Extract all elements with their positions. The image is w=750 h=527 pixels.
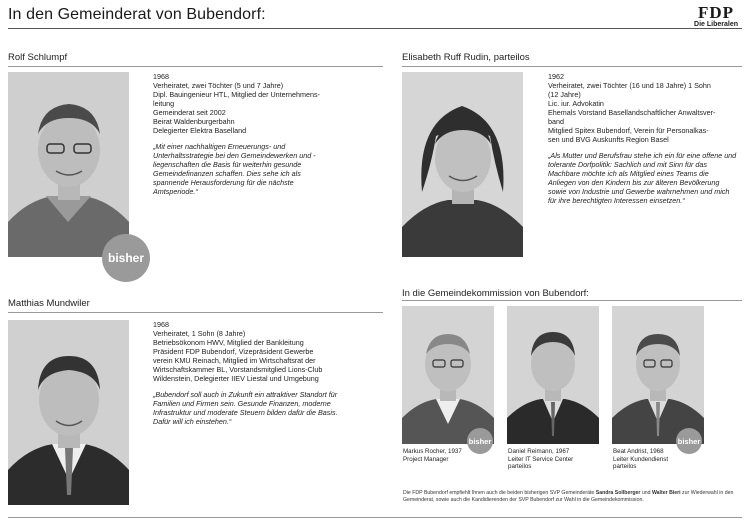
footnote-text: zur Wiederwahl in den Gemeinderat, sowie auch die Kandidierenden der SVP Bubendorf zur Wahl in die Gemeindekommission. xyxy=(403,490,734,503)
incumbent-badge: bisher xyxy=(102,234,150,282)
candidate-info-rolf-schlumpf xyxy=(153,72,333,196)
portrait-photo-elisabeth-ruff-rudin xyxy=(402,72,523,257)
candidate-name-matthias-mundwiler: Matthias Mundwiler xyxy=(8,298,90,309)
caption-line: Markus Rocher, 1937 xyxy=(403,448,462,455)
footnote-text: Die FDP Bubendorf empfiehlt Ihnen auch die beiden bisherigen SVP Gemeinderäte xyxy=(403,490,596,496)
section-divider xyxy=(402,66,742,67)
header-divider xyxy=(8,28,742,29)
info-line: Präsident FDP Bubendorf, Vizepräsident Gewerbe xyxy=(153,347,314,356)
candidate-name-elisabeth-ruff-rudin: Elisabeth Ruff Rudin, parteilos xyxy=(402,52,530,63)
page-title: In den Gemeinderat von Bubendorf: xyxy=(8,6,266,23)
caption-line: Beat Andrist, 1968 xyxy=(613,448,664,455)
info-line: Mitglied Spitex Bubendorf, Verein für Personalkas- xyxy=(548,126,709,135)
footnote-name-sandra-sollberger: Sandra Sollberger xyxy=(595,490,641,496)
candidate-quote: „Als Mutter und Berufsfrau stehe ich ein für eine offene und tolerante Dorfpolitik: Sachlich und mit Sinn für das Machbare möchte ich als Mitglied eines Teams die Anliegen von den Kindern bis zur älteren Bevölkerung sowie von Industrie und Gewerbe wahrnehmen und mich für ihre berechtigten Interessen einsetzen.“ xyxy=(548,151,737,205)
commission-title: In die Gemeindekommission von Bubendorf: xyxy=(402,288,589,299)
candidate-info-matthias-mundwiler xyxy=(153,320,343,426)
info-line: sen und BVG Auskunfts Region Basel xyxy=(548,135,669,144)
section-divider xyxy=(8,66,383,67)
bottom-divider xyxy=(8,517,742,518)
info-line: Betriebsökonom HWV, Mitglied der Bankleitung xyxy=(153,338,304,347)
portrait-photo-rolf-schlumpf xyxy=(8,72,129,257)
info-line: band xyxy=(548,117,564,126)
info-line: 1962 xyxy=(548,72,564,81)
logo-name: FDP xyxy=(697,3,735,22)
info-line: Wildenstein, Delegierter IIEV Liestal und Umgebung xyxy=(153,374,319,383)
info-line: Delegierter Elektra Baselland xyxy=(153,126,247,135)
info-line: verein KMU Reinach, Mitglied im Wirtschaftsrat der xyxy=(153,356,316,365)
info-line: 1968 xyxy=(153,72,169,81)
footnote-name-walter-bieri: Walter Bieri xyxy=(651,490,681,496)
info-line: Lic. iur. Advokatin xyxy=(548,99,604,108)
portrait-photo-beat-andrist xyxy=(612,306,704,444)
logo-tagline: Die Liberalen xyxy=(694,21,738,28)
portrait-photo-daniel-reimann xyxy=(507,306,599,444)
candidate-quote: „Mit einer nachhaltigen Erneuerungs- und Unterhaltsstrategie bei den Gemeindewerken und -liegenschaften die Basis für weiterhin gesunde Gemeindefinanzen schaffen. Dies sehe ich als spannende Herausforderung für die nächste Amtsperiode.“ xyxy=(153,142,316,196)
info-line: Verheiratet, 1 Sohn (8 Jahre) xyxy=(153,329,246,338)
info-line: leitung xyxy=(153,99,175,108)
caption-line: Leiter IT Service Center xyxy=(508,455,574,463)
candidate-info-elisabeth-ruff-rudin xyxy=(548,72,738,205)
member-caption-daniel-reimann xyxy=(508,448,600,471)
incumbent-badge: bisher xyxy=(676,428,702,454)
candidate-name-rolf-schlumpf: Rolf Schlumpf xyxy=(8,52,68,63)
section-divider xyxy=(8,312,383,313)
member-caption-markus-rocher xyxy=(403,448,495,463)
portrait-photo-matthias-mundwiler xyxy=(8,320,129,505)
portrait-photo-markus-rocher xyxy=(402,306,494,444)
member-caption-beat-andrist xyxy=(613,448,705,471)
fdp-logo xyxy=(694,4,738,29)
candidate-quote: „Bubendorf soll auch in Zukunft ein attraktiver Standort für Familien und Firmen sein. Gesunde Finanzen, moderne Infrastruktur und moderate Steuern bilden dafür die Basis. Dafür will ich einstehen.“ xyxy=(153,390,338,426)
info-line: Ehemals Vorstand Basellandschaftlicher Anwaltsver- xyxy=(548,108,716,117)
caption-line: Project Manager xyxy=(403,455,449,463)
caption-line: Leiter Kundendienst xyxy=(613,455,669,463)
caption-line: parteilos xyxy=(508,463,532,471)
info-line: Wirtschaftskammer BL, Vorstandsmitglied Lions-Club xyxy=(153,365,323,374)
info-line: Verheiratet, zwei Töchter (16 und 18 Jahre) 1 Sohn xyxy=(548,81,711,90)
info-line: Dipl. Bauingenieur HTL, Mitglied der Unternehmens- xyxy=(153,90,320,99)
section-divider xyxy=(402,300,742,301)
info-line: Gemeinderat seit 2002 xyxy=(153,108,226,117)
info-line: (12 Jahre) xyxy=(548,90,581,99)
incumbent-badge: bisher xyxy=(467,428,493,454)
recommendation-footnote xyxy=(403,490,743,504)
caption-line: Daniel Reimann, 1967 xyxy=(508,448,570,455)
info-line: Beirat Waldenburgerbahn xyxy=(153,117,235,126)
footnote-text: und xyxy=(640,490,652,496)
caption-line: parteilos xyxy=(613,463,637,471)
info-line: Verheiratet, zwei Töchter (5 und 7 Jahre) xyxy=(153,81,284,90)
info-line: 1968 xyxy=(153,320,169,329)
